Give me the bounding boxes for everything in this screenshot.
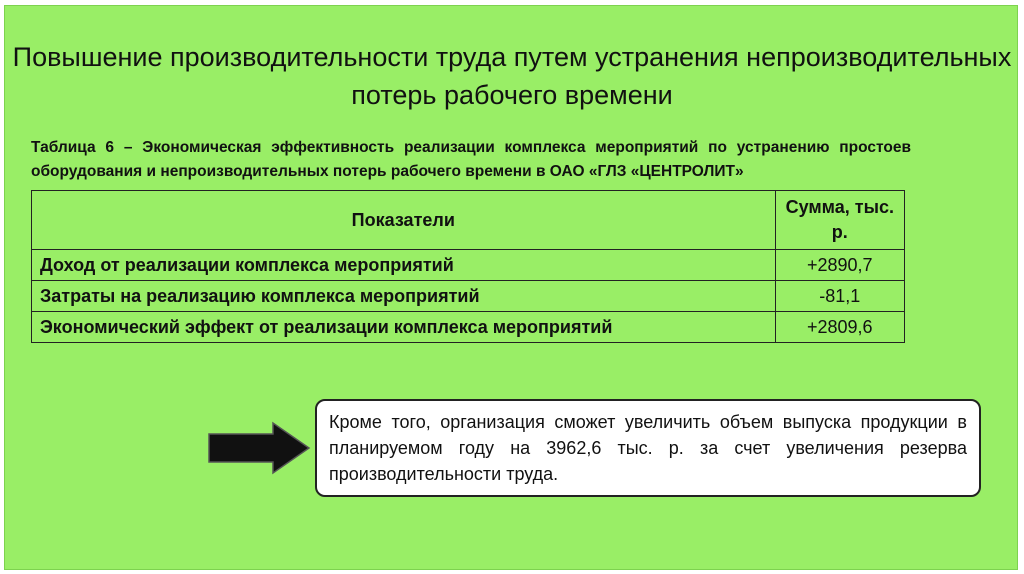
slide: [4, 5, 1018, 570]
header-sum: Сумма, тыс. р.: [775, 191, 904, 250]
table-row: [32, 281, 905, 312]
efficiency-table: [31, 190, 905, 343]
row-name: Доход от реализации комплекса мероприятий: [32, 250, 776, 281]
row-name: Экономический эффект от реализации комплекса мероприятий: [32, 312, 776, 343]
table-caption: Таблица 6 – Экономическая эффективность реализации комплекса мероприятий по устранению простоев оборудования и непроизводительных потерь рабочего времени в ОАО «ГЛЗ «ЦЕНТРОЛИТ»: [31, 139, 911, 180]
row-name: Затраты на реализацию комплекса мероприятий: [32, 281, 776, 312]
row-value: +2809,6: [775, 312, 904, 343]
note-box: Кроме того, организация сможет увеличить объем выпуска продукции в планируемом году на 3962,6 тыс. р. за счет увеличения резерва производительности труда.: [315, 399, 981, 497]
header-indicator: Показатели: [32, 191, 776, 250]
row-value: -81,1: [775, 281, 904, 312]
arrow-right-icon: [207, 421, 311, 475]
table-row: [32, 312, 905, 343]
row-value: +2890,7: [775, 250, 904, 281]
table-header-row: [32, 191, 905, 250]
table-row: [32, 250, 905, 281]
slide-title: Повышение производительности труда путем устранения непроизводительных потерь рабочего времени: [12, 42, 1012, 110]
